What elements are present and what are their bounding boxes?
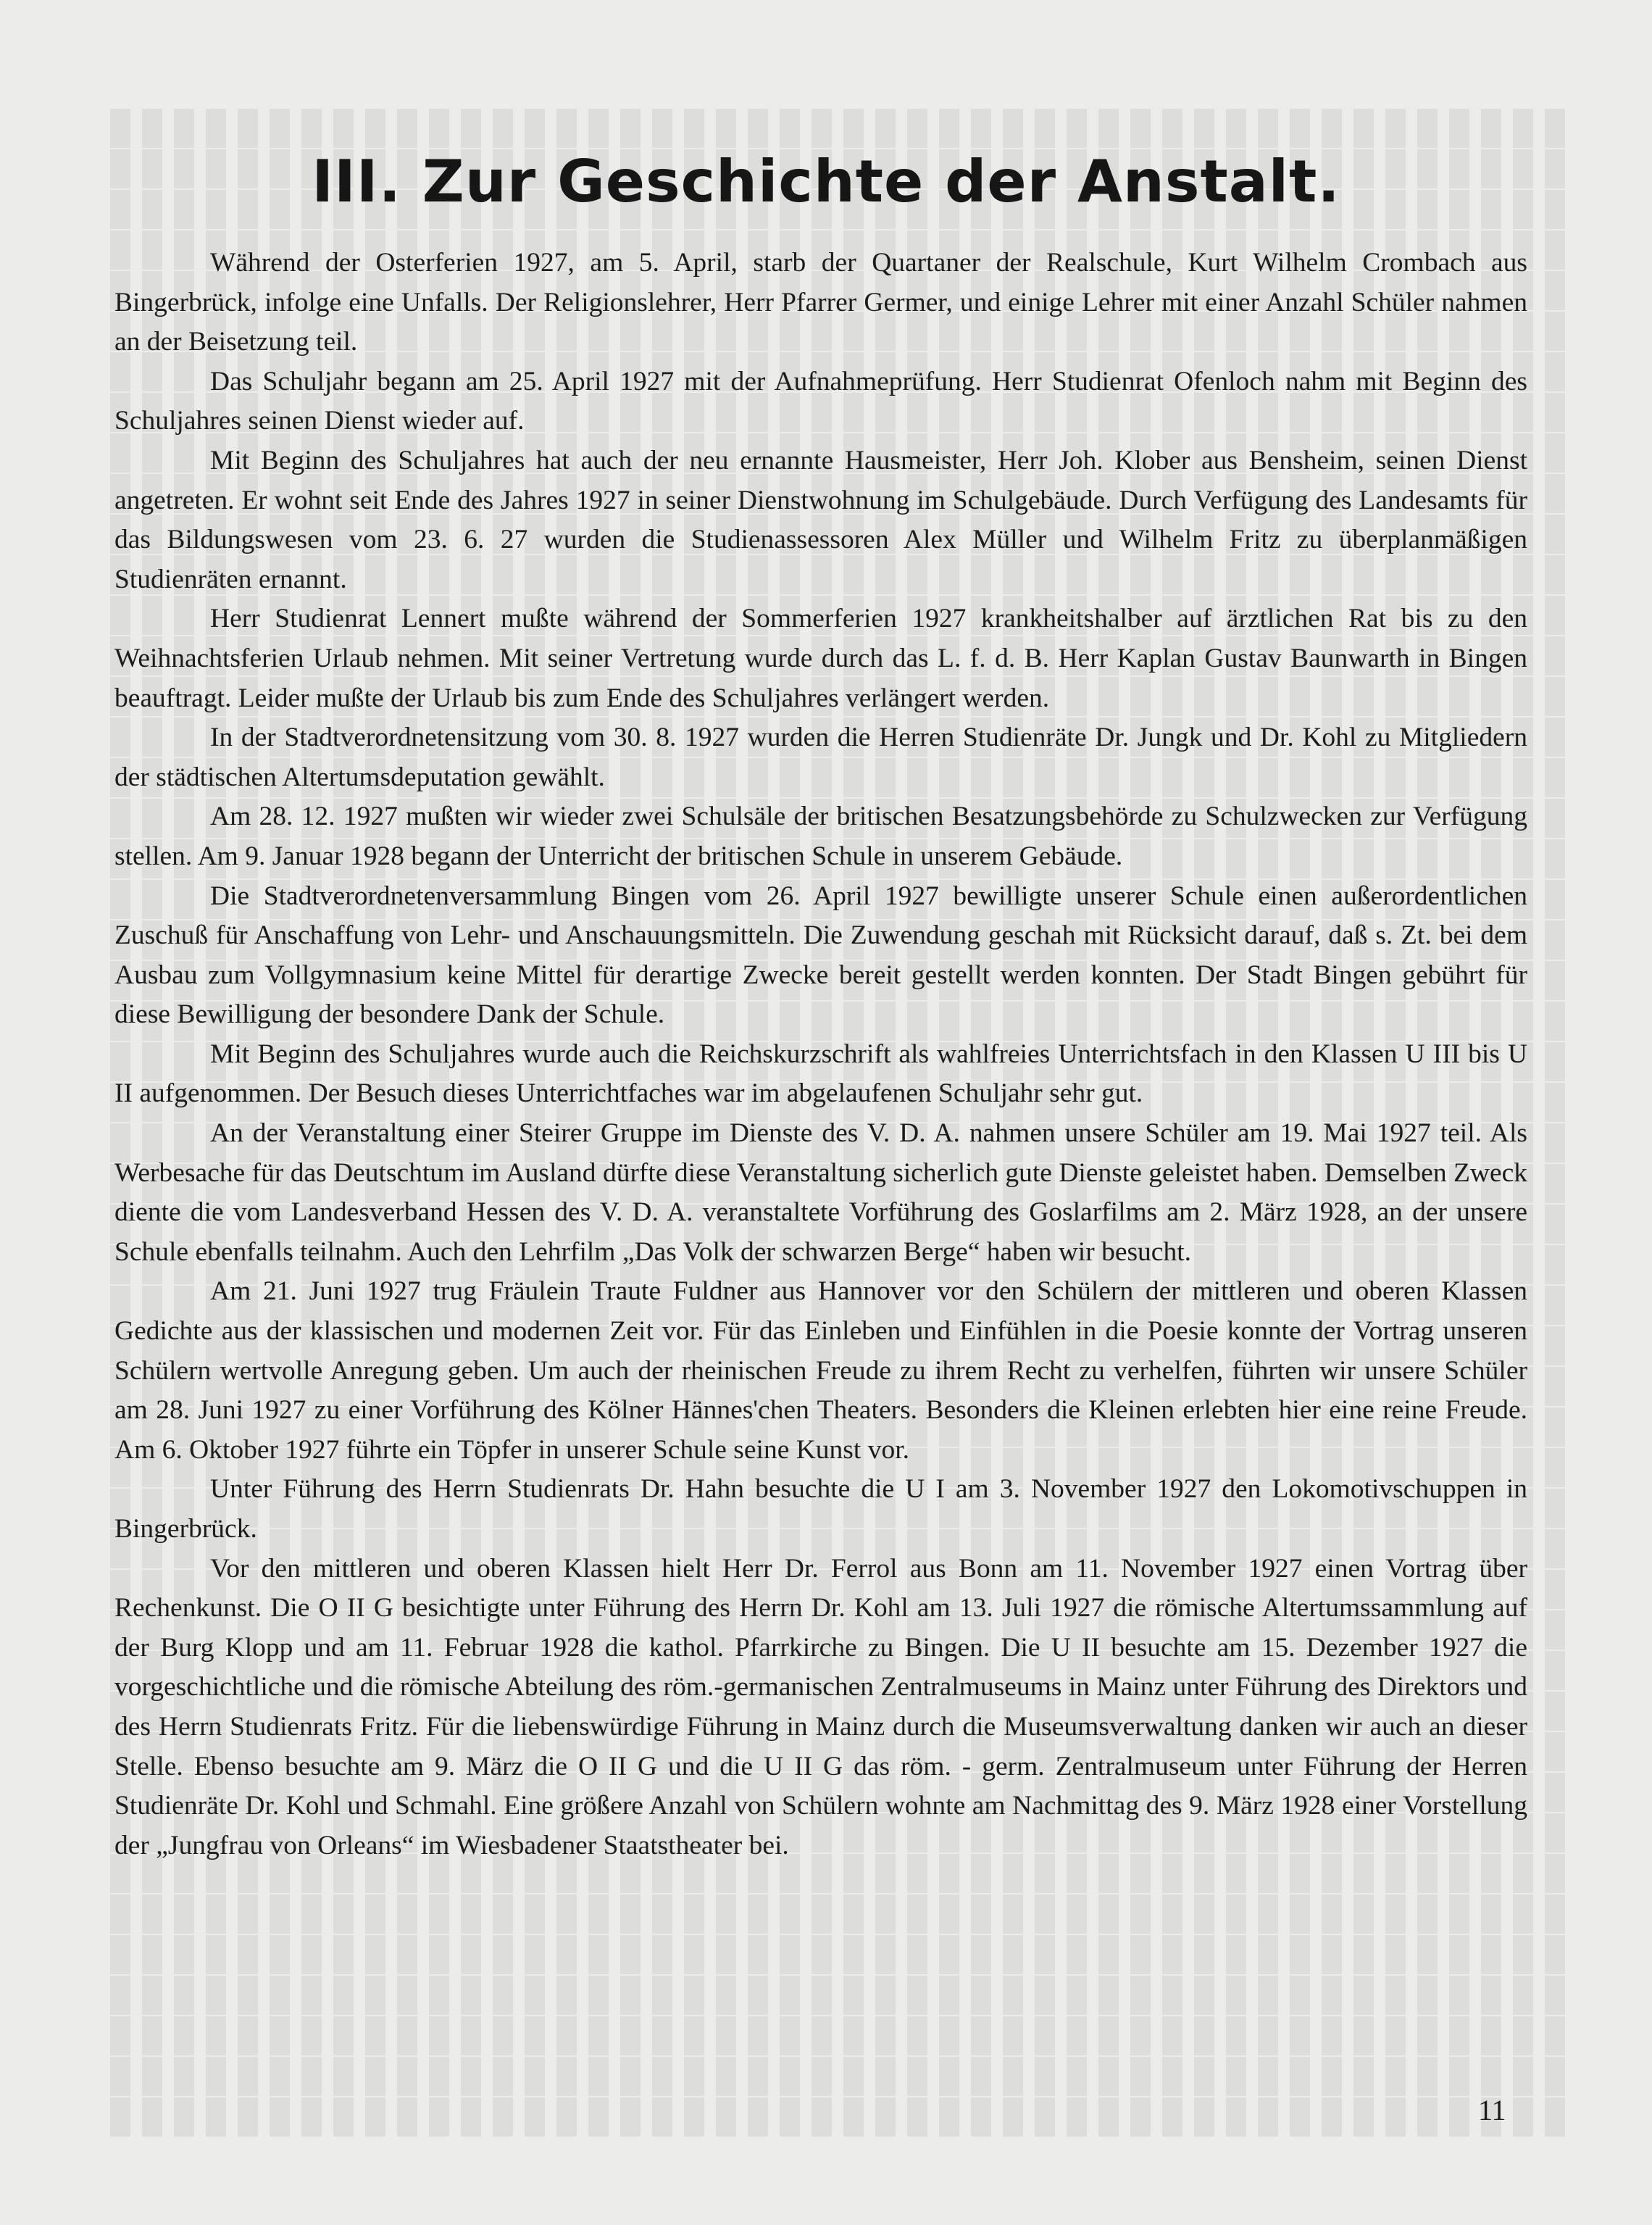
paragraph-vda: An der Veranstaltung einer Steirer Gruppe im Dienste des V. D. A. nahmen unsere Schüler am 19. Mai 1927 teil. Als Werbesache für das Deutschtum im Ausland dürfte diese Veranstaltung sicherlich gute Dienste geleistet haben. Demselben Zweck diente die vom Landesverband Hessen des V. D. A. veranstaltete Vorführung des Goslarfilms am 2. März 1928, an der unsere Schule ebenfalls teilnahm. Auch den Lehrfilm „Das Volk der schwarzen Berge“ haben wir besucht.: [114, 1118, 1527, 1267]
paragraph-osterferien: Während der Osterferien 1927, am 5. April, starb der Quartaner der Realschule, Kurt Wilhelm Crombach aus Bingerbrück, infolge eine Unfalls. Der Religionslehrer, Herr Pfarrer Germer, und einige Lehrer mit einer Anzahl Schüler nahmen an der Beisetzung teil.: [114, 248, 1527, 357]
paragraph-reichskurzschrift: Mit Beginn des Schuljahres wurde auch die Reichskurzschrift als wahlfreies Unterrichtsfach in den Klassen U III bis U II aufgenommen. Der Besuch dieses Unterrichtfaches war im abgelaufenen Schuljahr sehr gut.: [114, 1039, 1527, 1109]
page-number: 11: [1478, 2094, 1506, 2126]
paragraph-schuljahr-beginn: Das Schuljahr begann am 25. April 1927 mit der Aufnahmeprüfung. Herr Studienrat Ofenloch nahm mit Beginn des Schuljahres seinen Dienst wieder auf.: [114, 366, 1527, 436]
body-text: [114, 244, 1527, 1866]
paragraph-zuschuss: Die Stadtverordnetenversammlung Bingen vom 26. April 1927 bewilligte unserer Schule einen außerordentlichen Zuschuß für Anschaffung von Lehr- und Anschauungsmitteln. Die Zuwendung geschah mit Rücksicht darauf, daß s. Zt. bei dem Ausbau zum Vollgymnasium keine Mittel für derartige Zwecke bereit gestellt werden konnten. Der Stadt Bingen gebührt für diese Bewilligung der besondere Dank der Schule.: [114, 881, 1527, 1030]
paragraph-stadtverordnetensitzung: In der Stadtverordnetensitzung vom 30. 8. 1927 wurden die Herren Studienräte Dr. Jungk und Dr. Kohl zu Mitgliedern der städtischen Altertumsdeputation gewählt.: [114, 723, 1527, 792]
paragraph-vortraege-besuche: Vor den mittleren und oberen Klassen hielt Herr Dr. Ferrol aus Bonn am 11. November 1927 einen Vortrag über Rechenkunst. Die O II G besichtigte unter Führung des Herrn Dr. Kohl am 13. Juli 1927 die römische Altertumssammlung auf der Burg Klopp und am 11. Februar 1928 die kathol. Pfarrkirche zu Bingen. Die U II besuchte am 15. Dezember 1927 die vorgeschichtliche und die römische Abteilung des röm.-germanischen Zentralmuseums in Mainz unter Führung des Direktors und des Herrn Studienrats Fritz. Für die liebenswürdige Führung in Mainz durch die Museumsverwaltung danken wir auch an dieser Stelle. Ebenso besuchte am 9. März die O II G und die U II G das röm. - germ. Zentralmuseum unter Führung der Herren Studienräte Dr. Kohl und Schmahl. Eine größere Anzahl von Schülern wohnte am Nachmittag des 9. März 1928 einer Vorstellung der „Jungfrau von Orleans“ im Wiesbadener Staatstheater bei.: [114, 1553, 1527, 1860]
paragraph-gedichte: Am 21. Juni 1927 trug Fräulein Traute Fuldner aus Hannover vor den Schülern der mittleren und oberen Klassen Gedichte aus der klassischen und modernen Zeit vor. Für das Einleben und Einfühlen in die Poesie konnte der Vortrag unseren Schülern wertvolle Anregung geben. Um auch der rheinischen Freude zu ihrem Recht zu verhelfen, führten wir unsere Schüler am 28. Juni 1927 zu einer Vorführung des Kölner Hännes'chen Theaters. Besonders die Kleinen erlebten hier eine reine Freude. Am 6. Oktober 1927 führte ein Töpfer in unserer Schule seine Kunst vor.: [114, 1276, 1527, 1465]
chapter-heading: III. Zur Geschichte der Anstalt.: [312, 147, 1340, 215]
paragraph-hausmeister: Mit Beginn des Schuljahres hat auch der neu ernannte Hausmeister, Herr Joh. Klober aus Bensheim, seinen Dienst angetreten. Er wohnt seit Ende des Jahres 1927 in seiner Dienstwohnung im Schulgebäude. Durch Verfügung des Landesamts für das Bildungswesen vom 23. 6. 27 wurden die Studienassessoren Alex Müller und Wilhelm Fritz zu überplanmäßigen Studienräten ernannt.: [114, 445, 1527, 594]
paragraph-urlaub-lennert: Herr Studienrat Lennert mußte während der Sommerferien 1927 krankheitshalber auf ärztlichen Rat bis zu den Weihnachtsferien Urlaub nehmen. Mit seiner Vertretung wurde durch das L. f. d. B. Herr Kaplan Gustav Baunwarth in Bingen beauftragt. Leider mußte der Urlaub bis zum Ende des Schuljahres verlängert werden.: [114, 604, 1527, 713]
paragraph-schulsaele: Am 28. 12. 1927 mußten wir wieder zwei Schulsäle der britischen Besatzungsbehörde zu Schulzwecken zur Verfügung stellen. Am 9. Januar 1928 begann der Unterricht der britischen Schule in unserem Gebäude.: [114, 802, 1527, 871]
paragraph-lokomotivschuppen: Unter Führung des Herrn Studienrats Dr. Hahn besuchte die U I am 3. November 1927 den Lokomotivschuppen in Bingerbrück.: [114, 1474, 1527, 1544]
